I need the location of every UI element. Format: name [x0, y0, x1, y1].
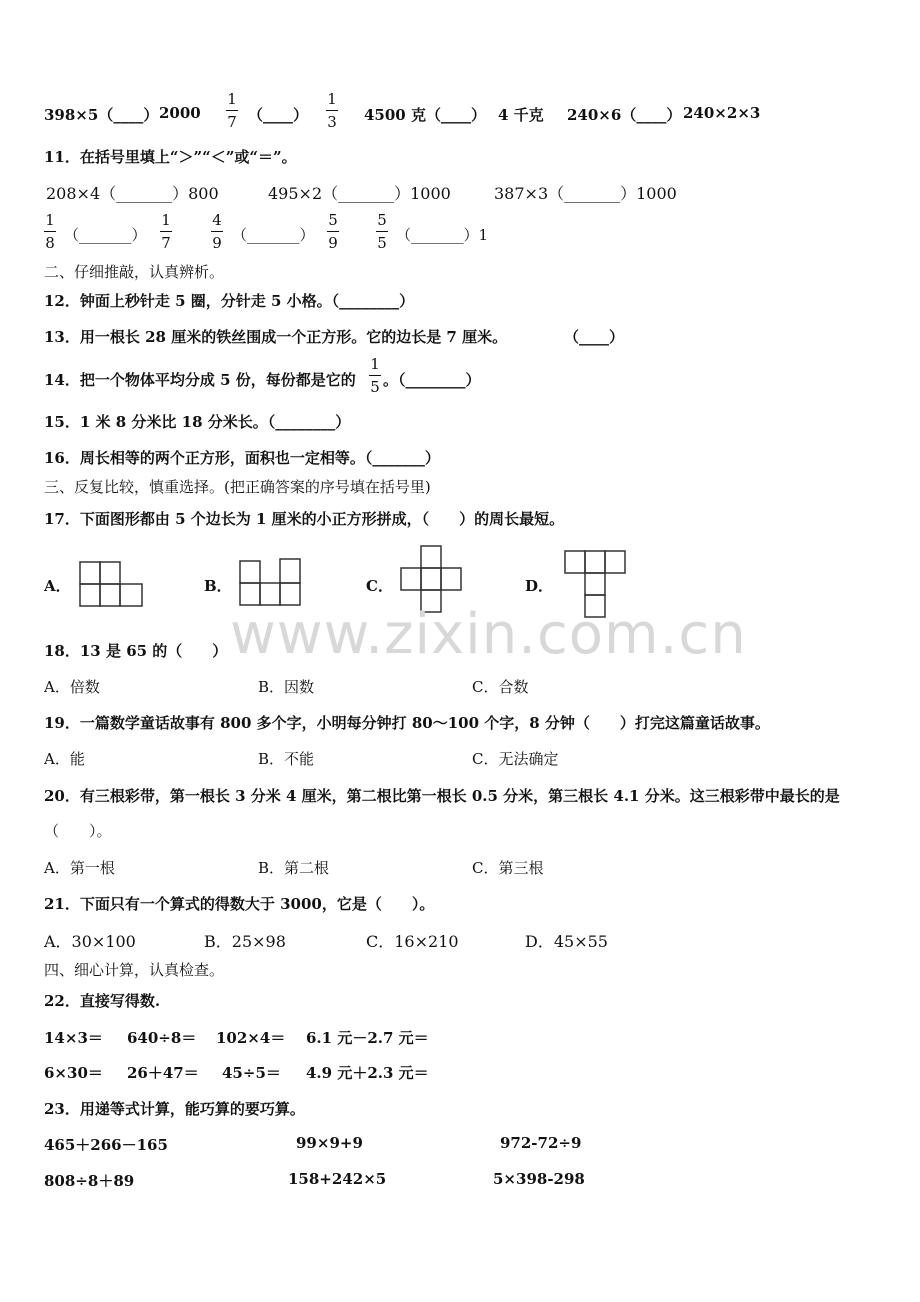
q13: 13．用一根长 28 厘米的铁丝围成一个正方形。它的边长是 7 厘米。 — [44, 328, 508, 346]
q11-title: 11．在括号里填上“＞”“＜”或“＝”。 — [44, 148, 297, 166]
q23-item: 972-72÷9 — [500, 1134, 582, 1152]
q16: 16．周长相等的两个正方形，面积也一定相等。（_______） — [44, 449, 440, 467]
q11-compare-1[interactable]: 208×4（_______）800 — [46, 184, 219, 203]
fraction-1-3: 1 3 — [327, 90, 337, 131]
q18-option-a[interactable]: A．倍数 — [44, 678, 100, 696]
q20-option-c[interactable]: C．第三根 — [472, 859, 544, 877]
q11-blank-3[interactable]: （_______）1 — [396, 226, 489, 244]
value-4kg: 4 千克 — [498, 106, 544, 124]
q21-option-c[interactable]: C．16×210 — [366, 932, 459, 951]
fraction-4-9: 4 9 — [212, 211, 222, 252]
q11-blank-1[interactable]: （_______） — [64, 226, 147, 244]
q14-blank[interactable]: 。（________） — [383, 371, 481, 389]
q23-item: 99×9+9 — [296, 1134, 363, 1152]
q17-option-d-label[interactable]: D． — [525, 577, 554, 595]
section-3-heading: 三、反复比较，慎重选择。(把正确答案的序号填在括号里) — [44, 478, 431, 496]
q19-option-c[interactable]: C．无法确定 — [472, 750, 559, 768]
q14: 14．把一个物体平均分成 5 份，每份都是它的 — [44, 371, 356, 389]
q23-item: 808÷8＋89 — [44, 1172, 135, 1190]
q18-title: 18．13 是 65 的（ ） — [44, 642, 228, 660]
value-2000: 2000 — [159, 104, 201, 122]
q17-title: 17．下面图形都由 5 个边长为 1 厘米的小正方形拼成，（ ）的周长最短。 — [44, 510, 565, 528]
q11-compare-2[interactable]: 495×2（_______）1000 — [268, 184, 451, 203]
expr-240x6: 240×6（____） — [567, 106, 682, 124]
q20-option-b[interactable]: B．第二根 — [258, 859, 330, 877]
expr-398x5: 398×5（____） — [44, 106, 159, 124]
q18-option-c[interactable]: C．合数 — [472, 678, 529, 696]
q20-option-a[interactable]: A．第一根 — [44, 859, 115, 877]
q23-item: 158+242×5 — [288, 1170, 387, 1188]
q22-item: 102×4＝ — [216, 1029, 286, 1047]
q21-option-b[interactable]: B．25×98 — [204, 932, 286, 951]
q23-item: 5×398-298 — [493, 1170, 585, 1188]
q12: 12．钟面上秒针走 5 圈，分针走 5 小格。（________） — [44, 292, 415, 310]
q20-title-cont: （ ）。 — [44, 822, 112, 840]
q21-title: 21．下面只有一个算式的得数大于 3000，它是（ ）。 — [44, 895, 435, 913]
q18-option-b[interactable]: B．因数 — [258, 678, 315, 696]
fraction-1-7: 1 7 — [227, 90, 237, 131]
q22-item: 45÷5＝ — [222, 1064, 281, 1082]
q22-item: 6.1 元－2.7 元＝ — [306, 1029, 429, 1047]
q22-item: 640÷8＝ — [127, 1029, 197, 1047]
watermark: www.zixin.com.cn — [230, 602, 747, 667]
fraction-1-5: 1 5 — [370, 355, 380, 396]
q19-option-a[interactable]: A．能 — [44, 750, 85, 768]
q23-title: 23．用递等式计算，能巧算的要巧算。 — [44, 1100, 305, 1118]
blank[interactable]: （____） — [248, 106, 309, 124]
q22-title: 22．直接写得数. — [44, 992, 161, 1010]
q13-blank[interactable]: （____） — [564, 328, 625, 346]
q22-item: 26＋47＝ — [127, 1064, 199, 1082]
fraction-1-8: 1 8 — [45, 211, 55, 252]
section-2-heading: 二、仔细推敲，认真辨析。 — [44, 263, 225, 281]
q22-item: 6×30＝ — [44, 1064, 103, 1082]
fraction-5-5: 5 5 — [377, 211, 387, 252]
expr-240x2x3: 240×2×3 — [683, 104, 761, 122]
q22-item: 14×3＝ — [44, 1029, 103, 1047]
section-4-heading: 四、细心计算，认真检查。 — [44, 961, 225, 979]
q17-option-c-label[interactable]: C． — [366, 577, 393, 595]
fraction-1-7: 1 7 — [161, 211, 171, 252]
q17-figure-a — [78, 560, 146, 610]
q17-option-a-label[interactable]: A． — [44, 577, 71, 595]
expr-4500g: 4500 克（____） — [364, 106, 486, 124]
q11-compare-3[interactable]: 387×3（_______）1000 — [494, 184, 677, 203]
q21-option-a[interactable]: A．30×100 — [44, 932, 136, 951]
q11-blank-2[interactable]: （_______） — [232, 226, 315, 244]
q21-option-d[interactable]: D．45×55 — [525, 932, 608, 951]
q19-title: 19．一篇数学童话故事有 800 多个字，小明每分钟打 80～100 个字，8 分钟（ ）打完这篇童话故事。 — [44, 714, 770, 732]
fraction-5-9: 5 9 — [328, 211, 338, 252]
q23-item: 465＋266－165 — [44, 1136, 168, 1154]
q22-item: 4.9 元＋2.3 元＝ — [306, 1064, 429, 1082]
q19-option-b[interactable]: B．不能 — [258, 750, 315, 768]
q17-option-b-label[interactable]: B． — [204, 577, 232, 595]
q15: 15．1 米 8 分米比 18 分米长。（________） — [44, 413, 351, 431]
q20-title: 20．有三根彩带，第一根长 3 分米 4 厘米，第二根比第一根长 0.5 分米，第三根长 4.1 分米。这三根彩带中最长的是 — [44, 787, 840, 805]
